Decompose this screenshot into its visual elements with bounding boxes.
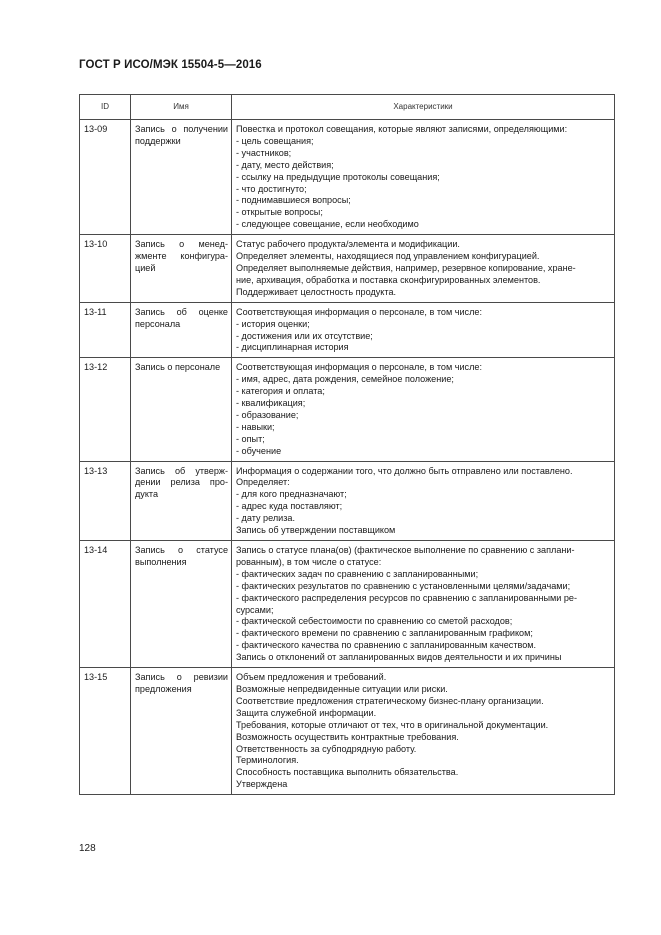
- characteristic-line: Защита служебной информации.: [236, 707, 377, 718]
- characteristic-line: - дату, место действия;: [236, 159, 334, 170]
- characteristic-line: - что достигнуто;: [236, 183, 307, 194]
- row-characteristics: [232, 120, 615, 235]
- characteristic-line: - поднимавшиеся вопросы;: [236, 195, 351, 206]
- characteristic-line: Ответственность за субподрядную работу.: [236, 743, 417, 754]
- characteristic-line: - имя, адрес, дата рождения, семейное положение;: [236, 374, 454, 385]
- characteristic-line: Повестка и протокол совещания, которые являют записями, определяющими:: [236, 124, 568, 134]
- table-row: [80, 120, 615, 235]
- characteristic-line: - категория и оплата;: [236, 386, 325, 397]
- row-id: 13-11: [80, 302, 131, 358]
- row-id: 13-13: [80, 461, 131, 540]
- row-name-line: цией: [135, 262, 156, 273]
- table-body: [80, 120, 615, 795]
- column-header-name: Имя: [131, 95, 232, 120]
- characteristic-line: Соответствующая информация о персонале, в том числе:: [236, 306, 482, 317]
- characteristic-line: Способность поставщика выполнить обязательства.: [236, 767, 459, 778]
- characteristic-line: Возможность осуществить контрактные требования.: [236, 731, 459, 742]
- row-name-line: дукта: [135, 489, 159, 500]
- characteristic-line: - фактического качества по сравнению с запланированным качеством.: [236, 640, 537, 651]
- characteristic-line: Запись об утверждении поставщиком: [236, 525, 396, 536]
- characteristic-line: - история оценки;: [236, 318, 310, 329]
- row-name: [131, 302, 232, 358]
- table-row: [80, 541, 615, 668]
- characteristic-line: Поддерживает целостность продукта.: [236, 286, 397, 297]
- table-row: [80, 461, 615, 540]
- characteristic-line: - открытые вопросы;: [236, 207, 323, 218]
- row-name-line: выполнения: [135, 556, 187, 567]
- row-id: 13-10: [80, 235, 131, 303]
- characteristic-line: Соответствующая информация о персонале, в том числе:: [236, 362, 482, 373]
- characteristic-line: Определяет выполняемые действия, например, резервное копирование, хране-: [236, 262, 576, 273]
- page-number: 128: [79, 843, 96, 854]
- characteristic-line: Определяет:: [236, 477, 290, 488]
- row-name-line: Запись о менед-: [135, 239, 228, 250]
- row-name: [131, 461, 232, 540]
- row-name: [131, 358, 232, 461]
- row-name: [131, 668, 232, 795]
- characteristic-line: Статус рабочего продукта/элемента и модификации.: [236, 239, 460, 250]
- row-name-line: дении релиза про-: [135, 477, 228, 488]
- row-name: [131, 120, 232, 235]
- row-name: [131, 541, 232, 668]
- characteristic-line: - ссылку на предыдущие протоколы совещания;: [236, 171, 440, 182]
- row-name-line: предложения: [135, 683, 192, 694]
- characteristic-line: Терминология.: [236, 755, 299, 766]
- characteristic-line: Информация о содержании того, что должно быть отправлено или поставлено.: [236, 465, 573, 476]
- row-name-line: Запись о статусе: [135, 545, 228, 555]
- characteristic-line: - для кого предназначают;: [236, 489, 347, 500]
- row-name-line: Запись об утверж-: [135, 465, 228, 476]
- row-characteristics: [232, 668, 615, 795]
- characteristic-line: - навыки;: [236, 421, 275, 432]
- row-id: 13-12: [80, 358, 131, 461]
- characteristic-line: - фактической себестоимости по сравнению со сметой расходов;: [236, 616, 513, 627]
- characteristic-line: Запись о отклонений от запланированных видов деятельности и их причины: [236, 652, 562, 663]
- table-row: [80, 302, 615, 358]
- row-characteristics: [232, 358, 615, 461]
- characteristic-line: - образование;: [236, 409, 299, 420]
- row-name-line: Запись об оценке: [135, 306, 228, 317]
- characteristic-line: - опыт;: [236, 433, 265, 444]
- row-name-line: Запись о ревизии: [135, 672, 228, 683]
- table-header-row: [80, 95, 615, 120]
- row-characteristics: [232, 541, 615, 668]
- characteristic-line: Определяет элементы, находящиеся под управлением конфигурацией.: [236, 251, 540, 262]
- characteristic-line: Утверждена: [236, 779, 288, 790]
- characteristic-line: - участников;: [236, 147, 292, 158]
- characteristic-line: рованным), в том числе о статусе:: [236, 556, 382, 567]
- row-characteristics: [232, 461, 615, 540]
- row-name-line: персонала: [135, 318, 181, 329]
- document-header: ГОСТ Р ИСО/МЭК 15504-5—2016: [79, 59, 262, 71]
- row-name: [131, 235, 232, 303]
- row-name-line: Запись о получении: [135, 124, 228, 134]
- characteristic-line: - дисциплинарная история: [236, 342, 349, 353]
- characteristic-line: - обучение: [236, 445, 282, 456]
- characteristic-line: - дату релиза.: [236, 513, 296, 524]
- column-header-characteristics: Характеристики: [232, 95, 615, 120]
- row-name-line: жменте конфигура-: [135, 251, 228, 262]
- characteristic-line: - достижения или их отсутствие;: [236, 330, 373, 341]
- characteristic-line: Запись о статусе плана(ов) (фактическое выполнение по сравнению с заплани-: [236, 545, 575, 555]
- characteristic-line: - фактического времени по сравнению с запланированным графиком;: [236, 628, 533, 639]
- table-row: [80, 235, 615, 303]
- row-characteristics: [232, 302, 615, 358]
- characteristic-line: Соответствие предложения стратегическому бизнес-плану организации.: [236, 695, 544, 706]
- row-characteristics: [232, 235, 615, 303]
- column-header-id: ID: [80, 95, 131, 120]
- row-name-line: Запись о персонале: [135, 362, 221, 373]
- characteristic-line: - фактических результатов по сравнению с установленными целями/задачами;: [236, 580, 571, 591]
- characteristic-line: сурсами;: [236, 604, 274, 615]
- row-id: 13-09: [80, 120, 131, 235]
- row-id: 13-15: [80, 668, 131, 795]
- characteristic-line: - квалификация;: [236, 398, 306, 409]
- characteristic-line: Требования, которые отличают от тех, что в оригинальной документации.: [236, 719, 549, 730]
- row-name-line: поддержки: [135, 135, 181, 146]
- characteristic-line: - адрес куда поставляют;: [236, 501, 343, 512]
- characteristic-line: ние, архивация, обработка и поставка сконфигурированных элементов.: [236, 274, 541, 285]
- characteristic-line: - следующее совещание, если необходимо: [236, 219, 419, 230]
- row-id: 13-14: [80, 541, 131, 668]
- characteristic-line: - фактических задач по сравнению с запланированными;: [236, 568, 479, 579]
- characteristic-line: - цель совещания;: [236, 135, 314, 146]
- table-row: [80, 358, 615, 461]
- characteristic-line: Объем предложения и требований.: [236, 672, 387, 683]
- requirements-table: [79, 94, 615, 795]
- characteristic-line: Возможные непредвиденные ситуации или риски.: [236, 683, 448, 694]
- table-row: [80, 668, 615, 795]
- characteristic-line: - фактического распределения ресурсов по сравнению с запланированными ре-: [236, 592, 578, 603]
